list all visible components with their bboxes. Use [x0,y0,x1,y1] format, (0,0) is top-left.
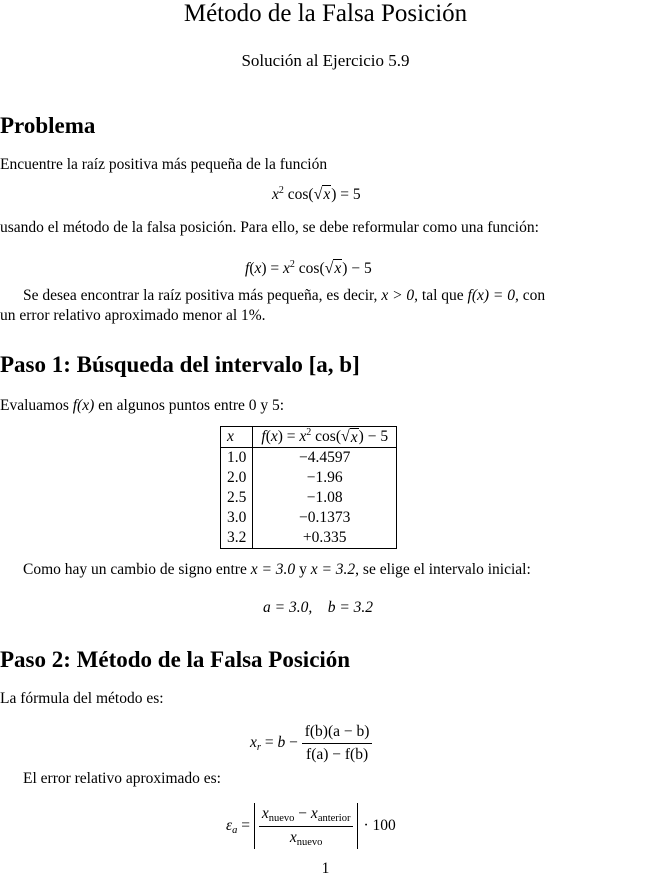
table-row [221,488,397,508]
error-numerator: $x_{nuevo} - x_{anterior}$ [259,805,354,827]
page-title: Método de la Falsa Posición [183,0,468,27]
page-number: 1 [321,860,330,877]
table-cell-fx: +0.335 [302,529,347,546]
table-row [221,508,397,528]
table-row [221,448,397,469]
heading-paso2: Paso 2: Método de la Falsa Posición [0,647,351,672]
relative-error-formula: $\varepsilon_a$ = $\frac{x_{nuevo} - x_{anterior}}{x_{nuevo}}$ · 100 [226,804,396,848]
table-cell-fx: −1.08 [306,489,343,506]
false-position-formula: $x_r = b$ − $\frac{f(b)(a - b)}{f(a) - f(b)}$ [250,723,372,764]
table-header-x: x [221,427,253,448]
error-fraction [259,805,354,848]
table-cell-fx: −1.96 [306,469,343,486]
paso2-error-intro: El error relativo aproximado es: [23,770,221,787]
table-cell-x: 3.0 [221,508,253,528]
table-header-fx: $f(x) = x^2$ cos(√x) − 5 [253,427,397,448]
table-cell-x: 3.2 [221,528,253,549]
absolute-value-bars [254,803,359,849]
table-cell-fx: −4.4597 [299,449,351,466]
problema-intro: Encuentre la raíz positiva más pequeña de la función [0,156,328,173]
values-table [220,426,397,549]
table-row [221,528,397,549]
error-denominator: $x_{nuevo}$ [289,828,323,848]
formula-numerator: f(b)(a − b) [302,723,373,744]
table-cell-fx: −0.1373 [299,509,351,526]
paso1-intro: Evaluamos f(x) en algunos puntos entre 0 y 5: [0,397,285,414]
formula-fraction [302,723,373,764]
paso2-formula-intro: La fórmula del método es: [0,690,164,707]
problema-para-line1: Se desea encontrar la raíz positiva más pequeña, es decir, x > 0, tal que f(x) = 0, con [23,287,546,304]
table-cell-x: 1.0 [221,448,253,469]
equation-original: $x^2$ cos(√x) = 5 [272,185,361,204]
paso1-after: Como hay un cambio de signo entre x = 3.0 y x = 3.2, se elige el intervalo inicial: [23,561,531,578]
table-row [221,468,397,488]
table-cell-x: 2.5 [221,488,253,508]
problema-para-line2: un error relativo aproximado menor al 1%. [0,307,266,324]
page-subtitle: Solución al Ejercicio 5.9 [241,51,410,70]
formula-denominator: f(a) − f(b) [306,746,369,763]
heading-problema: Problema [0,113,96,138]
heading-paso1: Paso 1: Búsqueda del intervalo [a, b] [0,352,360,377]
problema-after: usando el método de la falsa posición. Para ello, se debe reformular como una función: [0,219,539,236]
initial-interval: a = 3.0, b = 3.2 [263,599,374,616]
table-cell-x: 2.0 [221,468,253,488]
table-header-row [221,427,397,448]
equation-function: $f(x) = x^2$ cos(√x) − 5 [245,259,372,278]
